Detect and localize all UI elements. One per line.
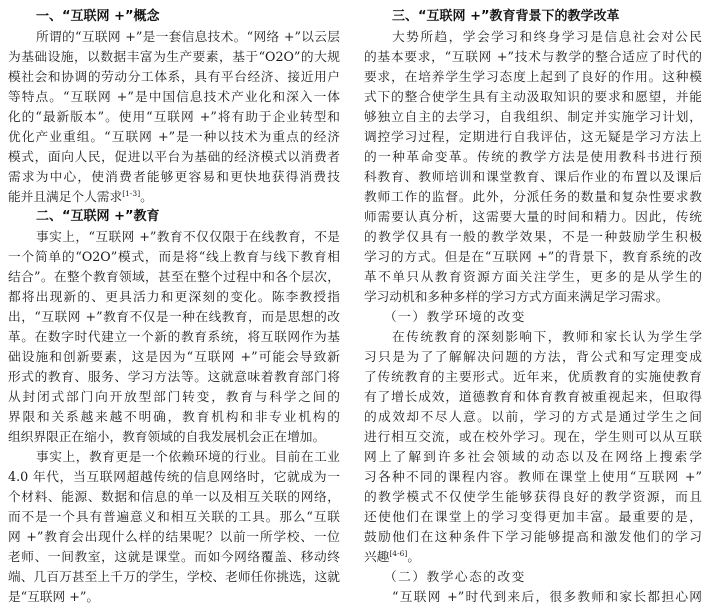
text-line: 端、几百万甚至上千万的学生，学校、老师任你挑选，这就	[8, 569, 340, 584]
right-column	[364, 7, 702, 607]
text-line: 习只是为了了解解决问题的方法，背公式和写定理变成	[364, 349, 702, 364]
text-line: 网上了解到许多社会领域的动态以及在网络上搜索学	[364, 449, 702, 464]
text-line: 所谓的“互联网 +”是一套信息技术。“网络 +”以云层	[36, 29, 340, 44]
text-line	[8, 187, 340, 207]
text-line: 4.0 年代，当互联网超越传统的信息网络时，它就成为一	[8, 469, 340, 484]
text-line: 革。在数字时代建立一个新的教育系统，将互联网作为基	[8, 329, 340, 344]
text-line: 出，“互联网 +”教育不仅是一种在线教育，而是思想的改	[8, 309, 340, 324]
paragraph	[8, 227, 340, 447]
text-line: 还使他们在课堂上的学习变得更加丰富。最重要的是，	[364, 509, 702, 524]
text-line: 而不是一个具有普遍意义和相互关联的工具。那么“互联	[8, 509, 340, 524]
text-line: 教师工作的监督。此外，分派任务的数量和复杂性要求教	[364, 189, 702, 204]
text-line: 进行相互交流，或在校外学习。现在，学生则可以从互联	[364, 429, 702, 444]
text-line	[364, 547, 702, 567]
text-line: 的教学仅具有一般的教学效果，不是一种鼓励学生积极	[364, 229, 702, 244]
text-line: 模式，面向人民，促进以平台为基础的经济模式以消费者	[8, 149, 340, 164]
left-column	[8, 7, 340, 607]
subsection-heading: （二）教学心态的改变	[384, 570, 526, 584]
text-line: 习各种不同的课程内容。教师在课堂上使用“互联网 +”	[364, 469, 702, 484]
text-line: 事实上，教育更是一个依赖环境的行业。目前在工业	[36, 449, 340, 464]
text-line: 的一种革命变革。传统的教学方法是使用教科书进行预	[364, 149, 702, 164]
text-line: 有了增长成效，道德教育和体育教育被重视起来，但取得	[364, 389, 702, 404]
text-line: 化的“最新版本”。使用“互联网 +”将有助于企业转型和	[8, 109, 340, 124]
citation-ref: [1-3]	[122, 189, 141, 198]
text-line-body: 兴趣	[364, 549, 390, 564]
text-line: 是“互联网 +”。	[8, 589, 100, 604]
text-line: 鼓励他们在这种条件下学习能够提高和激发他们的学习	[364, 529, 702, 544]
text-line: 要求，在培养学生学习态度上起到了良好的作用。这种模	[364, 69, 702, 84]
text-line: 的成效却不尽人意。以前，学习的方式是通过学生之间	[364, 409, 702, 424]
text-line: 都将出现新的、更具活力和更深刻的变化。陈李教授指	[8, 289, 340, 304]
subsection-heading: （一）教学环境的改变	[384, 310, 526, 324]
text-line: 事实上，“互联网 +”教育不仅仅限于在线教育，不是	[36, 229, 340, 244]
text-line: 形式的教育、服务、学习方法等。这就意味着教育部门将	[8, 369, 340, 384]
text-line: 学习动机和多种多样的学习方式方面来满足学习需求。	[364, 289, 669, 304]
text-line: 科教育、教师培训和课堂教育、课后作业的布置以及课后	[364, 169, 702, 184]
text-line-tail: 。	[407, 549, 420, 564]
text-line: 个材料、能源、数据和信息的单一以及相互关联的网络，	[8, 489, 340, 504]
text-line: 界限和关系越来越不明确，教育机构和非专业机构的	[8, 409, 340, 424]
text-line-body: 能并且满足个人需求	[8, 189, 123, 204]
text-line: 师需要认真分析，这需要大量的时间和精力。因此，传统	[364, 209, 702, 224]
paragraph	[364, 587, 702, 607]
text-line: 结合”。在整个教育领域，甚至在整个过程中和各个层次，	[8, 269, 340, 284]
text-line: 模社会和协调的劳动分工体系，具有平台经济、接近用户	[8, 69, 340, 84]
text-line: 在传统教育的深刻影响下，教师和家长认为学生学	[392, 329, 702, 344]
section-heading: 二、“互联网 +”教育	[36, 209, 160, 224]
text-line: 老师、一间教室，这就是课堂。而如今网络覆盖、移动终	[8, 549, 340, 564]
citation-ref: [4-6]	[389, 549, 408, 558]
text-line: 一个简单的“O2O”模式，而是将“线上教育与线下教育相	[8, 249, 340, 264]
text-line: 大势所趋，学会学习和终身学习是信息社会对公民	[392, 29, 702, 44]
text-line: 础设施和创新要素，这是因为“互联网 +”可能会导致新	[8, 349, 340, 364]
text-line: 学习的方式。但是在“互联网 +”的背景下，教育系统的改	[364, 249, 702, 264]
text-line: 等特点。“互联网 +”是中国信息技术产业化和深入一体	[8, 89, 340, 104]
text-line: 优化产业重组。“互联网 +”是一种以技术为重点的经济	[8, 129, 340, 144]
text-line: 革不单只从教育资源方面关注学生，更多的是从学生的	[364, 269, 702, 284]
text-line: 调控学习过程，定期进行自我评估，这无疑是学习方法上	[364, 129, 702, 144]
paragraph	[364, 327, 702, 567]
text-line: 的教学模式不仅使学生能够获得良好的教学资源，而且	[364, 489, 702, 504]
text-line: 组织界限正在缩小，教育领域的自我发展机会正在增加。	[8, 429, 326, 444]
section-heading: 三、“互联网 +”教育背景下的教学改革	[392, 9, 620, 24]
text-line: 够独立自主的去学习，自我组织、制定并实施学习计划，	[364, 109, 702, 124]
paragraph	[364, 27, 702, 307]
text-line: 从封闭式部门向开放型部门转变，教育与科学之间的	[8, 389, 340, 404]
text-line: “互联网 +”时代到来后，很多教师和家长都担心网	[392, 589, 702, 604]
paragraph	[8, 447, 340, 607]
paragraph	[8, 27, 340, 207]
text-line: 为基础设施，以数据丰富为生产要素，基于“O2O”的大规	[8, 49, 340, 64]
section-heading: 一、“互联网 +”概念	[36, 9, 160, 24]
text-line-tail: 。	[140, 189, 153, 204]
text-line: 了传统教育的主要形式。近年来，优质教育的实施使教育	[364, 369, 702, 384]
text-line: 网 +”教育会出现什么样的结果呢？以前一所学校、一位	[8, 529, 340, 544]
text-line: 需求为中心，使消费者能够更容易和更快地获得消费技	[8, 169, 340, 184]
text-line: 的基本要求，“互联网 +”技术与教学的整合适应了时代的	[364, 49, 702, 64]
text-line: 式下的整合使学生具有主动汲取知识的要求和愿望，并能	[364, 89, 702, 104]
